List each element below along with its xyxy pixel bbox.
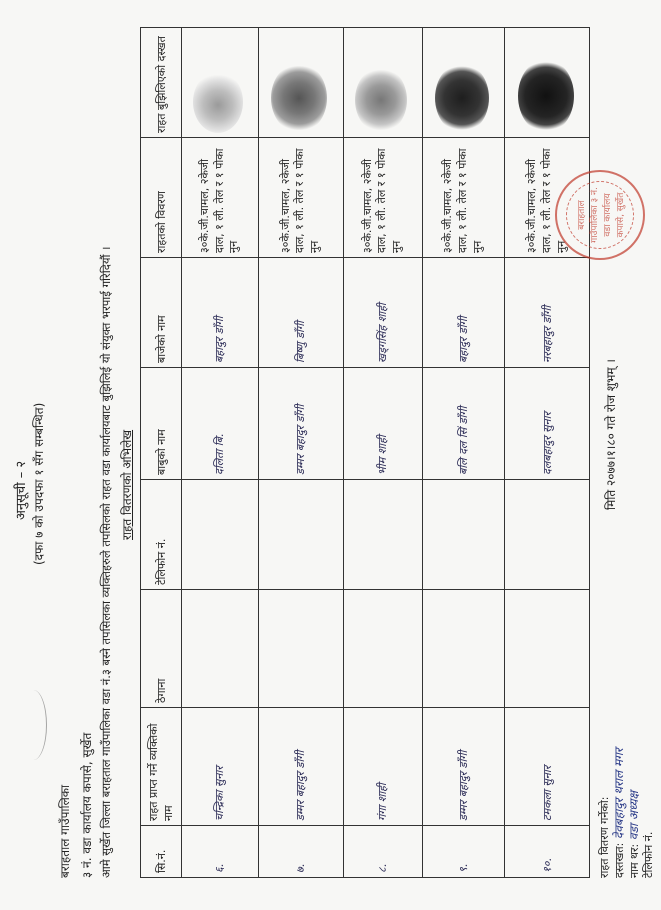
recipient-name: चन्द्रिका सुनार [182,708,259,826]
phone-label: टेलिफोन नं. [642,831,655,878]
serial-number: १०. [505,826,590,878]
thumbprint-cell [505,28,590,138]
thumbprint-icon [355,67,407,133]
relief-details: ३०के.जी.चामल, २केजी दाल, १ ली. तेल र १ पोका नुन [258,138,343,258]
table-row [182,28,259,878]
relief-details: ३०के.जी.चामल, २केजी दाल, १ ली. तेल र १ पोका नुन [423,138,505,258]
office-stamp [555,170,645,260]
col-header: राहत बुझिलिएको दस्खत [141,28,182,138]
section-title: राहत वितरणको अभिलेख [120,429,134,540]
address-cell [423,590,505,708]
father-name: भीम शाही [343,368,423,480]
thumbprint-cell [258,28,343,138]
col-header: ठेगाना [141,590,182,708]
address-cell [505,590,590,708]
address-cell [258,590,343,708]
col-header: सि.नं. [141,826,182,878]
recipient-name: डम्मर बहादुर डाँगी [423,708,505,826]
name-label: नाम थर: [628,843,641,878]
father-name: दलबहादुर सुनार [505,368,590,480]
name-row [627,791,641,878]
signature-value: देवबहादुर थराल मगर [612,748,626,840]
municipality-name: बराहताल गाउँपालिका [58,784,72,878]
thumbprint-icon [271,63,327,133]
recipient-name: टमकला सुनार [505,708,590,826]
thumbprint-icon [193,71,243,133]
father-name: डम्मर बहादुर डाँगी [258,368,343,480]
signature-label: दस्तखत: [613,842,626,878]
father-name: दलिता बि. [182,368,259,480]
address-cell [182,590,259,708]
table-row [258,28,343,878]
phone-cell [423,480,505,590]
grandfather-name: खड्गसिंह शाही [343,258,423,368]
stamp-text: बराहताल गाउँपालिका ३ नं. वडा कार्यालय कपासे, सुर्खेत [566,181,634,249]
thumbprint-cell [423,28,505,138]
distributor-label: राहत वितरण गर्नेको: [598,796,611,878]
table-row [343,28,423,878]
name-value: वडा अध्यक्ष [627,790,641,841]
pen-mark [20,690,47,760]
grandfather-name: बहादुर डाँगी [423,258,505,368]
grandfather-name: बहादुर डाँगी [182,258,259,368]
serial-number: ८. [343,826,423,878]
serial-number: ७. [258,826,343,878]
date-line: मिति २०७७।१।८० गते रोज शुभम् । [604,359,618,510]
recipient-name: गंगा शाही [343,708,423,826]
relief-distribution-table [140,27,590,878]
serial-number: ९. [423,826,505,878]
thumbprint-cell [343,28,423,138]
phone-cell [182,480,259,590]
thumbprint-cell [182,28,259,138]
thumbprint-icon [518,59,574,133]
serial-number: ६. [182,826,259,878]
address-cell [343,590,423,708]
table-row [505,28,590,878]
phone-cell [258,480,343,590]
col-header: बाबुको नाम [141,368,182,480]
joint-receipt-statement: आमे सुर्खेत जिल्ला बराहताल गाउँपालिका वडा नं.३ बस्ने तपसिलका व्यक्तिहरुले तपसिलको राहत वडा कार्यालयबाट बुझिलिई यो संयुक्त भरपाई गरिदियौं । [99,246,113,878]
annex-subtitle: (दफा ७ को उपदफा १ सँग सम्बन्धित) [32,402,46,565]
phone-cell [343,480,423,590]
grandfather-name: नरबहादुर डाँगी [505,258,590,368]
col-header: राहत प्राप्त गर्ने व्यक्तिको नाम [141,708,182,826]
recipient-name: डम्मर बहादुर डाँगी [258,708,343,826]
father-name: बलि दल सिं डाँगी [423,368,505,480]
col-header: टेलिफोन नं. [141,480,182,590]
annex-title: अनुसूची – २ [14,460,29,520]
col-header: बाजेको नाम [141,258,182,368]
thumbprint-icon [435,63,489,133]
table-header-row [141,28,182,878]
signature-row [612,748,626,878]
relief-details: ३०के.जी.चामल, २केजी दाल, १ ली. तेल र १ पोका नुन [343,138,423,258]
col-header: राहतको विवरण [141,138,182,258]
relief-details: ३०के.जी.चामल, २केजी दाल, १ ली. तेल र १ पोका नुन [505,138,590,258]
office-name: ३ नं. वडा कार्यालय कपासे, सुर्खेत [80,732,94,878]
grandfather-name: बिष्णु डाँगी [258,258,343,368]
relief-details: ३०के.जी.चामल, २केजी दाल, १ ली. तेल र १ पोका नुन [182,138,259,258]
table-row [423,28,505,878]
phone-cell [505,480,590,590]
